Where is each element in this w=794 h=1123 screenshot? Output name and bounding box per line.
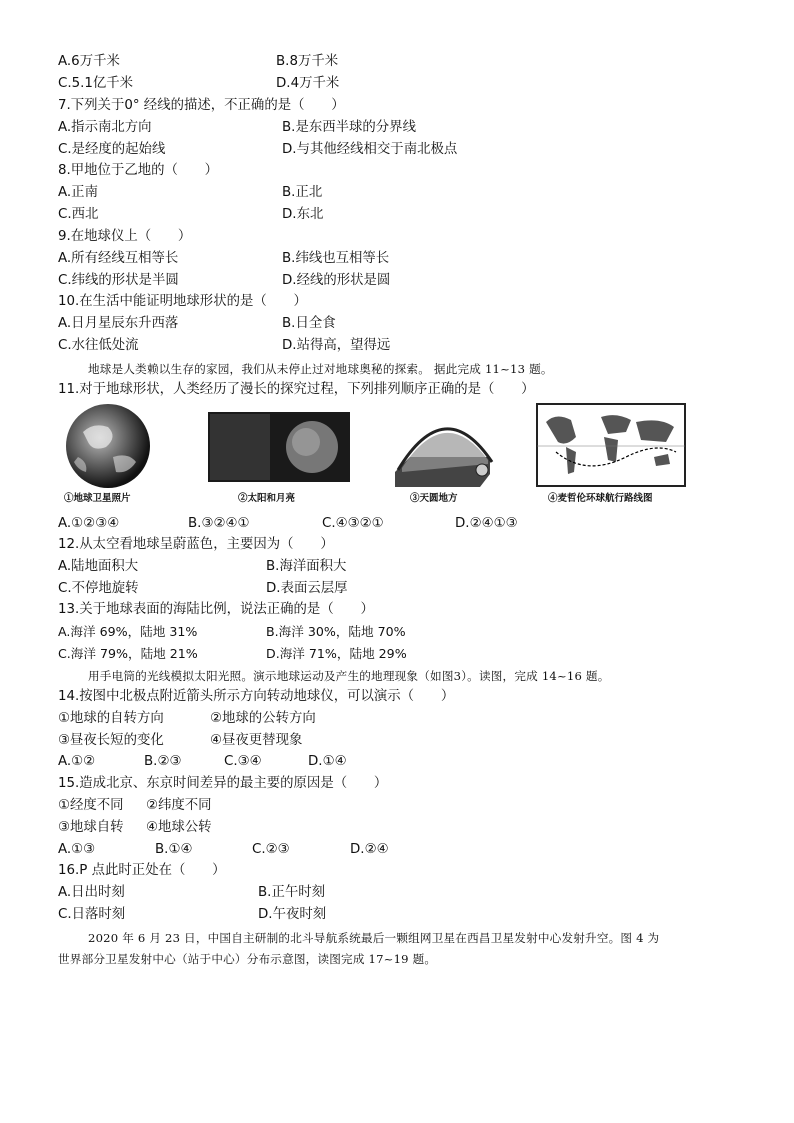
option-c: C.不停地旋转 [58,581,139,596]
option-c: C.④③②① [322,516,384,531]
passage-text: 地球是人类赖以生存的家园，我们从未停止过对地球奥秘的探索。 据此完成 11~13 题。 [88,362,553,376]
question-stem: 14.按图中北极点附近箭头所示方向转动地球仪，可以演示（ ） [58,689,455,704]
question-stem: 11.对于地球形状，人类经历了漫长的探究过程，下列排列顺序正确的是（ ） [58,382,535,397]
option-d: D.东北 [282,207,324,222]
option-b: B.日全食 [282,316,336,331]
statement-item: ③地球自转 [58,820,124,835]
option-d: D.站得高，望得远 [282,338,391,353]
question-stem: 12.从太空看地球呈蔚蓝色，主要因为（ ） [58,537,334,552]
option-b: B.8万千米 [276,54,339,69]
option-c: C.海洋 79%，陆地 21% [58,646,198,661]
option-a: A.6万千米 [58,54,120,69]
option-a: A.①②③④ [58,516,120,531]
option-c: C.5.1亿千米 [58,76,134,91]
question-stem: 13.关于地球表面的海陆比例，说法正确的是（ ） [58,602,374,617]
question-stem: 15.造成北京、东京时间差异的最主要的原因是（ ） [58,776,388,791]
option-b: B.正午时刻 [258,885,326,900]
option-a: A.陆地面积大 [58,559,139,574]
passage-text: 世界部分卫星发射中心（站于中心）分布示意图，读图完成 17~19 题。 [58,952,437,966]
option-a: A.指示南北方向 [58,120,152,135]
question-stem: 9.在地球仪上（ ） [58,229,192,244]
option-d: D.与其他经线相交于南北极点 [282,142,458,157]
option-d: D.海洋 71%，陆地 29% [266,646,407,661]
statement-item: ②纬度不同 [146,798,212,813]
option-b: B.正北 [282,185,323,200]
figure-caption: ③天圆地方 [410,493,458,504]
question-stem: 16.P 点此时正处在（ ） [58,863,226,878]
option-d: D.①④ [308,754,347,769]
option-c: C.日落时刻 [58,907,126,922]
statement-item: ②地球的公转方向 [210,711,316,726]
statement-item: ①经度不同 [58,798,124,813]
statement-item: ④地球公转 [146,820,212,835]
option-c: C.②③ [252,842,290,857]
sun-moon-figure [208,402,350,490]
figure-caption: ④麦哲伦环球航行路线图 [548,493,653,504]
option-d: D.经线的形状是圆 [282,273,391,288]
statement-item: ④昼夜更替现象 [210,733,303,748]
round-sky-square-earth-figure [390,402,500,490]
option-a: A.所有经线互相等长 [58,251,179,266]
figure-caption: ②太阳和月亮 [238,493,296,504]
option-c: C.纬线的形状是半圆 [58,273,179,288]
question-stem: 10.在生活中能证明地球形状的是（ ） [58,294,307,309]
option-b: B.是东西半球的分界线 [282,120,416,135]
option-b: B.②③ [144,754,182,769]
option-d: D.②④①③ [455,516,518,531]
option-a: A.正南 [58,185,98,200]
passage-text: 用手电筒的光线模拟太阳光照。演示地球运动及产生的地理现象（如图3）。读图，完成 14~16 题。 [88,669,610,683]
option-c: C.是经度的起始线 [58,142,166,157]
passage-text: 2020 年 6 月 23 日，中国自主研制的北斗导航系统最后一颗组网卫星在西昌卫星发射中心发射升空。图 4 为 [88,931,660,945]
option-a: A.①② [58,754,96,769]
option-b: B.海洋 30%，陆地 70% [266,624,406,639]
option-b: B.①④ [155,842,193,857]
world-route-map-figure [536,402,686,490]
option-a: A.海洋 69%，陆地 31% [58,624,198,639]
option-d: D.午夜时刻 [258,907,327,922]
statement-item: ①地球的自转方向 [58,711,164,726]
earth-photo-figure [58,402,158,490]
option-d: D.②④ [350,842,389,857]
option-b: B.③②④① [188,516,250,531]
statement-item: ③昼夜长短的变化 [58,733,164,748]
option-a: A.日月星辰东升西落 [58,316,179,331]
option-c: C.西北 [58,207,99,222]
option-a: A.日出时刻 [58,885,125,900]
option-d: D.4万千米 [276,76,340,91]
figure-caption: ①地球卫星照片 [64,493,131,504]
option-b: B.海洋面积大 [266,559,347,574]
question-stem: 8.甲地位于乙地的（ ） [58,163,219,178]
option-c: C.水往低处流 [58,338,139,353]
question-stem: 7.下列关于0° 经线的描述，不正确的是（ ） [58,98,345,113]
option-c: C.③④ [224,754,262,769]
option-a: A.①③ [58,842,96,857]
option-b: B.纬线也互相等长 [282,251,390,266]
option-d: D.表面云层厚 [266,581,348,596]
